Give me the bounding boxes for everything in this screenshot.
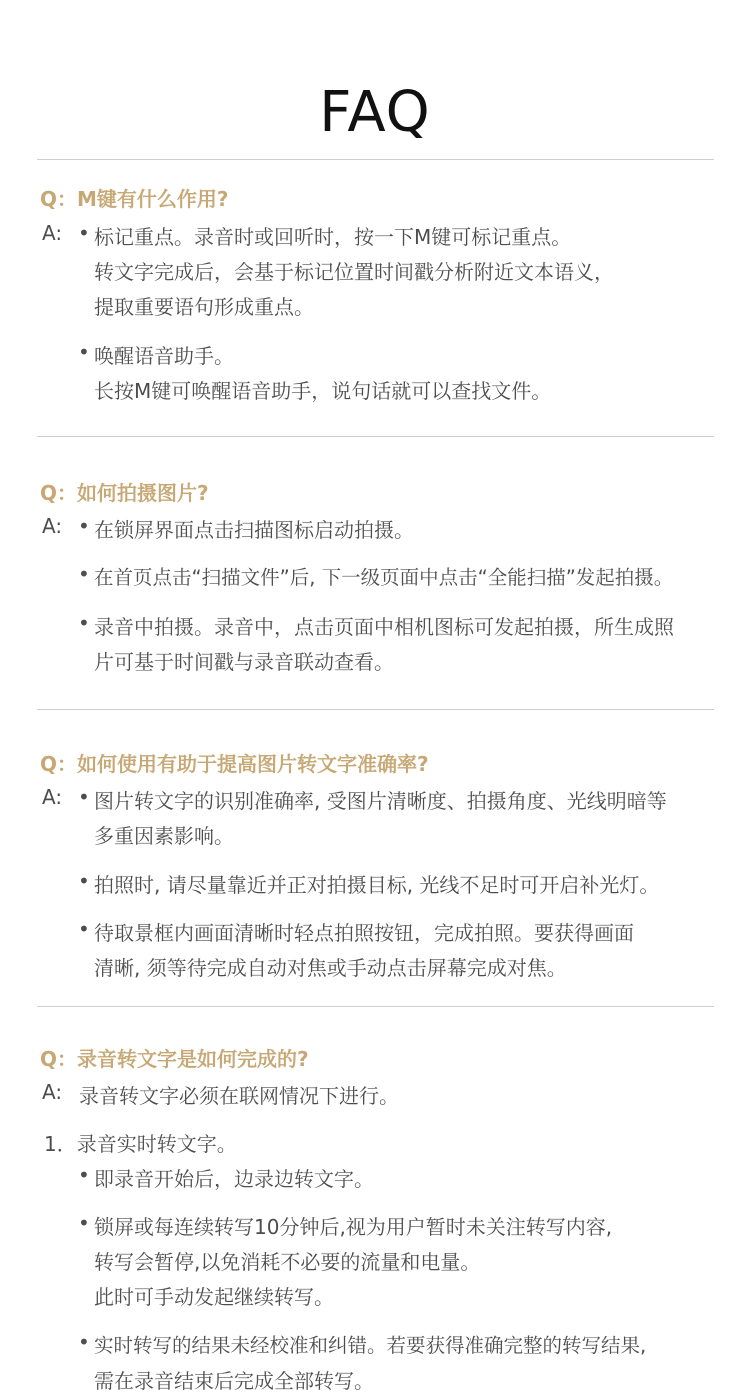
answer-line: 待取景框内画面清晰时轻点拍照按钮，完成拍照。要获得画面 xyxy=(94,921,634,945)
question-image-to-text: Q：如何使用有助于提高图片转文字准确率? xyxy=(40,752,429,776)
answer-line: 唤醒语音助手。 xyxy=(94,344,234,368)
answer-line: 转写会暂停,以免消耗不必要的流量和电量。 xyxy=(94,1250,481,1274)
bullet-icon: • xyxy=(78,221,90,245)
question-m-key: Q：M键有什么作用? xyxy=(40,187,229,211)
answer-label: A: xyxy=(42,514,63,538)
answer-line: 需在录音结束后完成全部转写。 xyxy=(94,1369,374,1393)
divider xyxy=(37,436,714,437)
answer-line: 此时可手动发起继续转写。 xyxy=(94,1285,334,1309)
answer-line: 提取重要语句形成重点。 xyxy=(94,295,314,319)
answer-line: 图片转文字的识别准确率, 受图片清晰度、拍摄角度、光线明暗等 xyxy=(94,789,667,813)
divider xyxy=(37,1006,714,1007)
bullet-icon: • xyxy=(78,1211,90,1235)
answer-intro: 录音转文字必须在联网情况下进行。 xyxy=(79,1084,399,1108)
answer-label: A: xyxy=(42,1080,63,1104)
answer-line: 长按M键可唤醒语音助手，说句话就可以查找文件。 xyxy=(94,379,552,403)
answer-label: A: xyxy=(42,785,63,809)
question-recording-to-text: Q：录音转文字是如何完成的? xyxy=(40,1047,309,1071)
bullet-icon: • xyxy=(78,1330,90,1354)
answer-line: 在锁屏界面点击扫描图标启动拍摄。 xyxy=(94,518,414,542)
bullet-icon: • xyxy=(78,611,90,635)
answer-line: 拍照时, 请尽量靠近并正对拍摄目标, 光线不足时可开启补光灯。 xyxy=(94,873,660,897)
answer-line: 即录音开始后，边录边转文字。 xyxy=(94,1167,374,1191)
answer-line: 实时转写的结果未经校准和纠错。若要获得准确完整的转写结果, xyxy=(94,1334,647,1357)
answer-label: A: xyxy=(42,221,63,245)
question-photo: Q：如何拍摄图片? xyxy=(40,481,209,505)
divider xyxy=(37,159,714,160)
answer-line: 标记重点。录音时或回听时，按一下M键可标记重点。 xyxy=(94,225,572,249)
bullet-icon: • xyxy=(78,1163,90,1187)
answer-line: 片可基于时间戳与录音联动查看。 xyxy=(94,650,394,674)
answer-line: 转文字完成后，会基于标记位置时间戳分析附近文本语义， xyxy=(94,260,614,284)
divider xyxy=(37,709,714,710)
answer-line: 多重因素影响。 xyxy=(94,824,234,848)
bullet-icon: • xyxy=(78,514,90,538)
answer-line: 在首页点击“扫描文件”后, 下一级页面中点击“全能扫描”发起拍摄。 xyxy=(94,566,674,589)
answer-line: 录音中拍摄。录音中，点击页面中相机图标可发起拍摄，所生成照 xyxy=(94,615,674,639)
bullet-icon: • xyxy=(78,562,90,586)
bullet-icon: • xyxy=(78,785,90,809)
page-title: FAQ xyxy=(319,80,431,145)
bullet-icon: • xyxy=(78,917,90,941)
bullet-icon: • xyxy=(78,340,90,364)
bullet-icon: • xyxy=(78,869,90,893)
numbered-title: 1．录音实时转文字。 xyxy=(44,1132,237,1156)
answer-line: 锁屏或每连续转写10分钟后,视为用户暂时未关注转写内容, xyxy=(94,1215,613,1239)
answer-line: 清晰, 须等待完成自动对焦或手动点击屏幕完成对焦。 xyxy=(94,956,567,980)
